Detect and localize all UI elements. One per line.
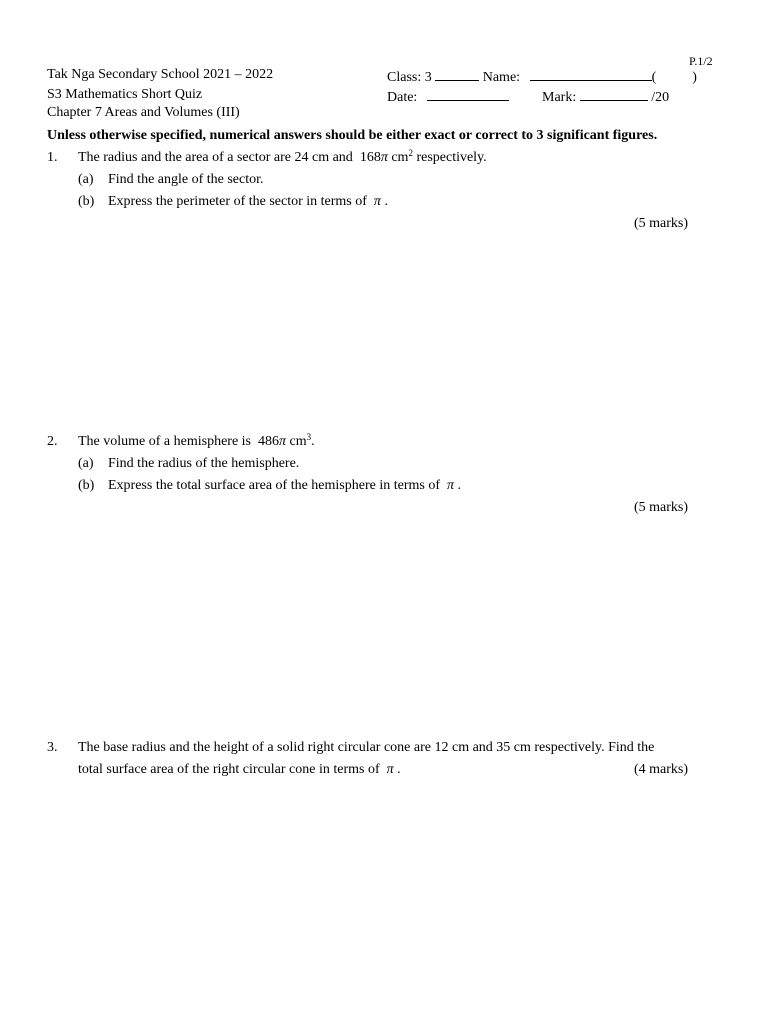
pi-symbol: π (380, 150, 388, 165)
q1a-text: Find the angle of the sector. (108, 172, 264, 187)
pi-symbol: π (446, 478, 454, 493)
page-number: P.1/2 (689, 54, 713, 68)
date-field (387, 86, 509, 107)
class-label: Class: 3 (387, 70, 432, 85)
q1a-label: (a) (78, 172, 94, 187)
q2a-text: Find the radius of the hemisphere. (108, 456, 300, 471)
date-label: Date: (387, 90, 418, 105)
pi-symbol: π (373, 194, 381, 209)
q2-stem: The volume of a hemisphere is 486π $cm^3$. (78, 432, 315, 449)
date-blank[interactable] (427, 86, 509, 101)
class-blank[interactable] (435, 66, 479, 81)
instructions: Unless otherwise specified, numerical answers should be either exact or correct to 3 significant figures. (47, 128, 658, 143)
q1-number: 1. (47, 150, 58, 165)
name-label: Name: (482, 70, 521, 85)
q1-coefficient: 168 (359, 150, 381, 165)
q2-coefficient: 486 (258, 434, 280, 449)
q3-number: 3. (47, 740, 58, 755)
q2a-label: (a) (78, 456, 94, 471)
school-name: Tak Nga Secondary School 2021 – 2022 (47, 67, 274, 82)
class-field (387, 66, 697, 87)
q2b-text: Express the total surface area of the hemisphere in terms of π . (108, 478, 461, 493)
pi-symbol: π (386, 762, 394, 777)
mark-blank[interactable] (580, 86, 648, 101)
q2-marks: (5 marks) (634, 500, 689, 515)
q3-line1: The base radius and the height of a solid right circular cone are 12 cm and 35 cm respectively. Find the (78, 740, 655, 755)
name-paren-open: ( (651, 70, 657, 85)
q2b-label: (b) (78, 478, 95, 493)
q3-marks: (4 marks) (634, 762, 689, 777)
pi-symbol: π (279, 434, 287, 449)
q2-number: 2. (47, 434, 58, 449)
q1b-text: Express the perimeter of the sector in terms of π . (108, 194, 388, 209)
q3-line2: total surface area of the right circular cone in terms of π . (78, 762, 401, 777)
q1-stem: The radius and the area of a sector are 24 cm and 168π $cm^2$ respectively. (78, 148, 487, 165)
q1b-label: (b) (78, 194, 95, 209)
quiz-subject: S3 Mathematics Short Quiz (47, 87, 203, 102)
mark-label: Mark: (542, 90, 577, 105)
chapter-title: Chapter 7 Areas and Volumes (III) (47, 105, 240, 120)
mark-total: /20 (651, 90, 670, 105)
name-paren-close: ) (692, 70, 697, 85)
mark-field (542, 86, 669, 107)
name-blank[interactable] (530, 66, 652, 81)
q1-marks: (5 marks) (634, 216, 689, 231)
